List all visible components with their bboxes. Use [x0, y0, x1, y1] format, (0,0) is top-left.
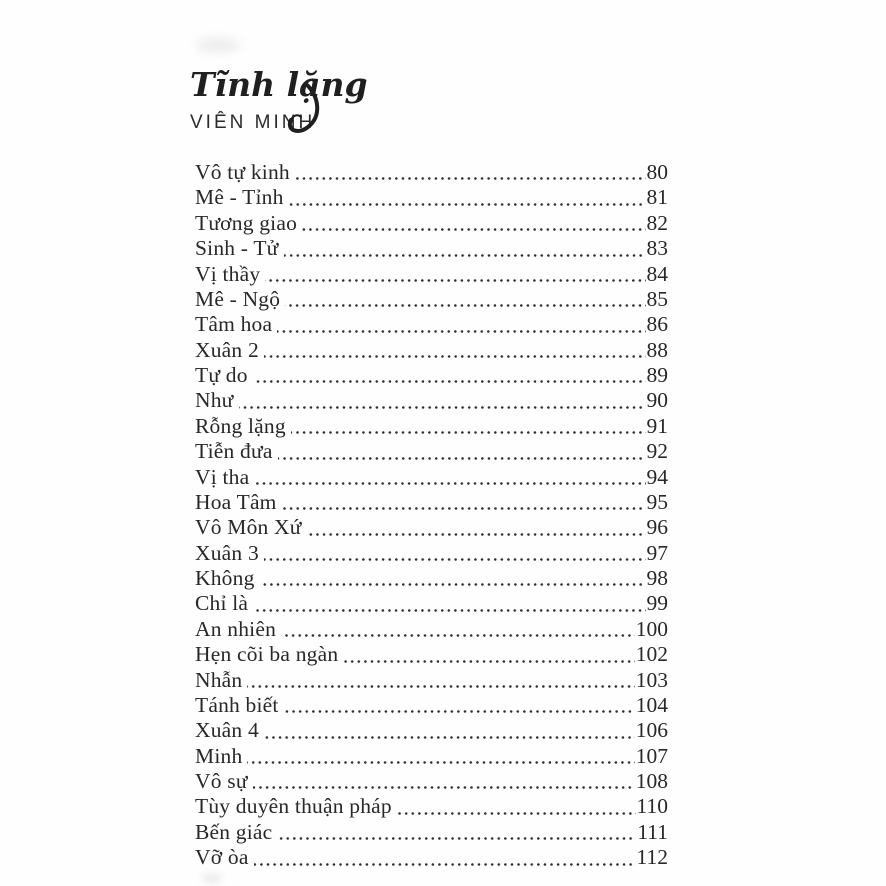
toc-row — [195, 693, 668, 718]
toc-entry-title: Chỉ là — [195, 591, 249, 616]
toc-entry-page: 96 — [646, 515, 668, 540]
toc-entry-title: Xuân 3 — [195, 540, 259, 565]
toc-row — [195, 414, 668, 439]
toc-entry-page: 111 — [637, 819, 668, 844]
toc-entry-page: 84 — [646, 261, 668, 286]
toc-entry-page: 110 — [636, 794, 668, 819]
logo-script: Tĩnh lặng — [190, 65, 368, 104]
toc-entry-page: 90 — [646, 388, 668, 413]
toc-entry-page: 102 — [635, 642, 668, 667]
toc-entry-page: 88 — [646, 337, 668, 362]
toc-entry-title: Như — [195, 388, 234, 413]
toc-entry-page: 82 — [646, 210, 668, 235]
toc-row — [195, 591, 668, 616]
dot-leader — [253, 609, 645, 612]
toc-entry-page: 95 — [646, 489, 668, 514]
toc-row — [195, 465, 668, 490]
toc-entry-page: 94 — [646, 464, 668, 489]
dot-leader — [285, 304, 645, 307]
toc-entry-title: Vô sự — [195, 769, 248, 793]
toc-entry-page: 97 — [646, 540, 668, 565]
toc-entry-page: 99 — [646, 591, 668, 616]
toc-entry-title: Mê - Ngộ — [195, 286, 281, 311]
toc-entry-page: 106 — [635, 718, 668, 743]
toc-row — [195, 541, 668, 566]
toc-entry-title: Hoa Tâm — [195, 489, 277, 514]
dot-leader — [278, 457, 646, 460]
dot-leader — [343, 660, 634, 663]
toc-entry-page: 108 — [635, 769, 668, 793]
toc-entry-title: Không — [195, 566, 255, 590]
toc-entry-title: Tiễn đưa — [195, 439, 273, 464]
dot-leader — [239, 406, 646, 409]
toc-entry-page: 80 — [646, 160, 668, 184]
toc-row — [195, 236, 668, 261]
paper-smudge-top — [196, 38, 240, 52]
toc-entry-page: 81 — [646, 185, 668, 210]
toc-entry-title: Nhẫn — [195, 667, 243, 692]
toc-row — [195, 262, 668, 287]
dot-leader — [289, 203, 646, 206]
toc-entry-page: 104 — [635, 692, 668, 717]
toc-row — [195, 439, 668, 464]
toc-entry-title: Vỡ òa — [195, 845, 249, 870]
publisher-logo — [188, 62, 368, 152]
toc-row — [195, 211, 668, 236]
dot-leader — [277, 330, 645, 333]
dot-leader — [295, 177, 646, 180]
toc-row — [195, 718, 668, 743]
toc-entry-page: 89 — [646, 363, 668, 387]
toc-entry-page: 112 — [636, 845, 668, 870]
toc-row — [195, 363, 668, 388]
toc-entry-title: An nhiên — [195, 616, 277, 641]
toc-row — [195, 490, 668, 515]
dot-leader — [247, 685, 634, 688]
paper-smudge-bottom — [202, 874, 222, 883]
toc-entry-page: 100 — [635, 616, 668, 641]
dot-leader — [254, 863, 636, 866]
toc-row — [195, 769, 668, 794]
dot-leader — [264, 736, 635, 739]
toc-row — [195, 642, 668, 667]
dot-leader — [260, 583, 646, 586]
toc-entry-title: Bến giác — [195, 819, 273, 844]
dot-leader — [277, 837, 636, 840]
toc-entry-title: Tùy duyên thuận pháp — [195, 794, 392, 819]
toc-entry-page: 107 — [635, 743, 668, 768]
toc-entry-page: 86 — [646, 312, 668, 337]
toc-entry-title: Tánh biết — [195, 692, 279, 717]
dot-leader — [282, 507, 646, 510]
toc-entry-title: Tự do — [195, 363, 248, 387]
toc-row — [195, 160, 668, 185]
dot-leader — [307, 533, 646, 536]
toc-entry-title: Xuân 4 — [195, 718, 259, 743]
toc-row — [195, 617, 668, 642]
toc-row — [195, 338, 668, 363]
toc-row — [195, 312, 668, 337]
dot-leader — [264, 558, 646, 561]
toc-entry-page: 91 — [646, 413, 668, 438]
toc-entry-title: Rỗng lặng — [195, 413, 286, 438]
dot-leader — [264, 355, 646, 358]
toc-row — [195, 820, 668, 845]
toc-entry-title: Mê - Tỉnh — [195, 185, 284, 210]
toc-entry-title: Xuân 2 — [195, 337, 259, 362]
dot-leader — [265, 279, 645, 282]
dot-leader — [281, 634, 635, 637]
toc-row — [195, 668, 668, 693]
toc-row — [195, 515, 668, 540]
toc-entry-title: Vị thầy — [195, 261, 261, 286]
toc-entry-title: Vô Môn Xứ — [195, 515, 302, 540]
dot-leader — [247, 761, 634, 764]
toc-entry-page: 98 — [646, 566, 668, 590]
dot-leader — [284, 254, 646, 257]
toc-entry-page: 83 — [646, 236, 668, 261]
toc-entry-title: Vô tự kinh — [195, 160, 290, 184]
toc-row — [195, 845, 668, 870]
toc-entry-page: 92 — [646, 439, 668, 464]
logo-calligraphy-icon — [188, 62, 368, 152]
dot-leader — [302, 228, 645, 231]
dot-leader — [397, 812, 636, 815]
dot-leader — [254, 482, 645, 485]
toc-row — [195, 185, 668, 210]
dot-leader — [253, 380, 646, 383]
toc-entry-page: 103 — [635, 667, 668, 692]
table-of-contents — [195, 160, 668, 871]
toc-entry-title: Sinh - Tử — [195, 236, 279, 261]
dot-leader — [291, 431, 646, 434]
dot-leader — [284, 710, 635, 713]
toc-row — [195, 744, 668, 769]
toc-row — [195, 566, 668, 591]
dot-leader — [253, 786, 635, 789]
toc-entry-title: Tương giao — [195, 210, 298, 235]
toc-entry-title: Tâm hoa — [195, 312, 273, 337]
toc-row — [195, 287, 668, 312]
toc-row — [195, 388, 668, 413]
logo-subtitle: VIÊN MINH — [190, 112, 316, 133]
toc-entry-page: 85 — [646, 286, 668, 311]
toc-entry-title: Vị tha — [195, 464, 250, 489]
toc-entry-title: Hẹn cõi ba ngàn — [195, 642, 339, 667]
toc-entry-title: Minh — [195, 743, 243, 768]
toc-row — [195, 794, 668, 819]
